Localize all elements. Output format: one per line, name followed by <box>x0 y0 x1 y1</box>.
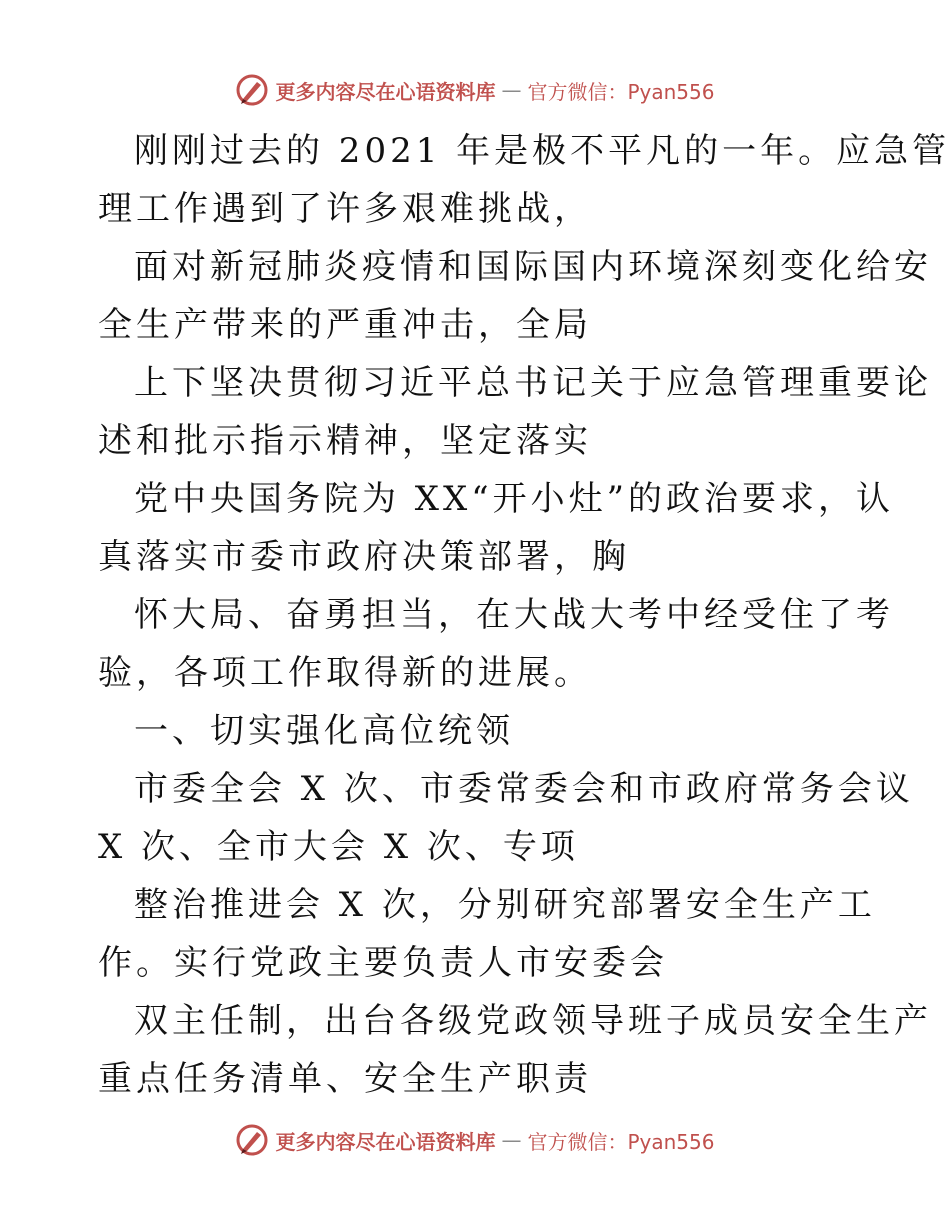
pen-logo-icon <box>235 1123 269 1157</box>
banner-wechat: 官方微信：Pyan556 <box>527 79 715 104</box>
text-line: 验，各项工作取得新的进展。 <box>98 653 592 693</box>
text-line: 全生产带来的严重冲击，全局 <box>98 305 592 345</box>
text-line: 市委全会 X 次、市委常委会和市政府常务会议 <box>134 769 914 809</box>
document-body <box>98 122 950 1108</box>
header-banner <box>0 70 950 110</box>
text-line: X 次、全市大会 X 次、专项 <box>98 827 579 867</box>
text-line: 党中央国务院为 XX“开小灶”的政治要求，认 <box>134 479 894 519</box>
text-line: 怀大局、奋勇担当，在大战大考中经受住了考 <box>134 595 894 635</box>
text-line: 作。实行党政主要负责人市安委会 <box>98 943 668 983</box>
text-line: 刚刚过去的 2021 年是极不平凡的一年。应急管 <box>134 131 950 171</box>
text-line: 真落实市委市政府决策部署，胸 <box>98 537 630 577</box>
text-line: 双主任制，出台各级党政领导班子成员安全生产 <box>134 1001 932 1041</box>
text-line: 理工作遇到了许多艰难挑战， <box>98 189 592 229</box>
text-line: 重点任务清单、安全生产职责 <box>98 1059 592 1099</box>
section-heading: 一、切实强化高位统领 <box>134 711 514 751</box>
banner-wechat: 官方微信：Pyan556 <box>527 1129 715 1154</box>
pen-logo-icon <box>235 73 269 107</box>
text-line: 上下坚决贯彻习近平总书记关于应急管理重要论 <box>134 363 932 403</box>
text-line: 面对新冠肺炎疫情和国际国内环境深刻变化给安 <box>134 247 932 287</box>
banner-separator: — <box>501 1128 522 1152</box>
text-line: 整治推进会 X 次，分别研究部署安全生产工 <box>134 885 876 925</box>
banner-brand: 更多内容尽在心语资料库 <box>275 79 496 104</box>
banner-separator: — <box>501 78 522 102</box>
footer-banner <box>0 1120 950 1160</box>
banner-brand: 更多内容尽在心语资料库 <box>275 1129 496 1154</box>
text-line: 述和批示指示精神，坚定落实 <box>98 421 592 461</box>
